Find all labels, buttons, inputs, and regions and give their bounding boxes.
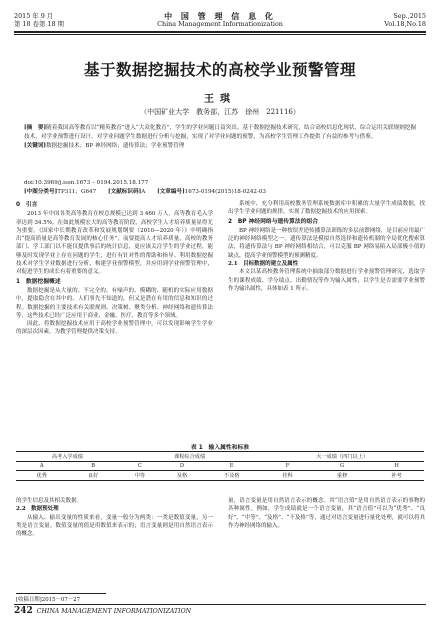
author-affiliation: （中国矿业大学 教务部，江苏 徐州 221116） (140, 108, 300, 116)
abstract-label: [摘 要] (24, 125, 47, 131)
section-heading: 2 BP 神经网络与遗传算法的组合 (228, 218, 319, 225)
issue-volume: 第 18 卷第 18 期 (14, 20, 64, 28)
header-center (14, 12, 426, 28)
page-number: 242 (14, 606, 33, 616)
article-title: 基于数据挖掘技术的高校学业预警管理 (83, 61, 356, 79)
journal-name-en: China Management Informationization (157, 20, 283, 28)
table-header-row (16, 452, 424, 462)
paragraph: 2013 年中国各类高等教育在校总规模已达到 3 460 万人，高等教育毛入学率达到 34.5%。在如此规模宏大的高等教育阶段，高校学生人才培养质量显得尤为重要。《国家中长期教育改革和发展规划纲要（2010—2020 年）》中明确指出“提高质量是高等教育发展的核心任务”，而要提高人才培养质量，高校的教务部门、学工部门以不能仅提供事后的统计信息，更应该关注学生的学业过程，能够及时发现学业上存在问题的学生，进行有针对性的帮助和指导。利用数据挖掘技术对学生学业数据进行分析，构建学业预警模型，并应用到学业预警管理中，对促进学生的成长有着重要的意义。 (16, 211, 213, 276)
table-caption: 表 1 输入属性和标准 (190, 445, 250, 451)
paragraph: 系统中，充分利用高校教务管理系统数据库中积累的大量学生成绩数据，找出学生学业问题的规律，实现了数据挖掘技术的应用探索。 (228, 201, 425, 216)
classification-line (24, 188, 416, 197)
table-row (16, 471, 424, 481)
table-cell: F (260, 462, 315, 471)
subsection-heading: 2.1 目标数据的建立及属性 (228, 261, 299, 268)
table-cell: C (119, 462, 161, 471)
paragraph: 因此，将数据挖掘技术应用于高校学业预警管理中，可以发现影响学生学业的深层次因素，为教学管理提供决策支持。 (16, 321, 213, 336)
paragraph: 量，语言变量是用自然语言表示的概念。其“语言值”是用自然语言表示的事物的各种属性。例如，学生成绩就是一个语言变量，其“语言值”可以为“优秀”、“良好”、“中等”、“及格”、“不及格”等，通过对语言变量进行量化处理，就可以将其作为神经网络的输入。 (228, 498, 425, 529)
doi-value: 10.3969/j.issn.1673 – 0194.2015.18.177 (34, 180, 149, 186)
table-row (16, 462, 424, 471)
issue-volume-en: Vol.18,No.18 (384, 20, 426, 28)
input-attributes-table (16, 451, 424, 481)
abstract-text: 随着我国高等教育以“精英教育”进入“大众化教育”，学生的学业问题日益突出。基于数据挖掘技术研究，结合高校信息化现状，综合运用关联规则挖掘技术，对学业预警进行设计，对学业问题学生数据进行分析与挖掘，实现了对学业问题的预警，为高校学生管理工作提供了有益的参考与借鉴。 (24, 125, 416, 141)
subsection-heading: 2.2 数据预处理 (16, 506, 59, 513)
received-value: 2015－07－27 (41, 597, 81, 603)
paragraph: 从输入、输出变量的性质来看，变量一般分为两类：一类是数值变量，另一类是语言变量。数值变量的值是用数值来表示的；语言变量则是用自然语言表示的概念。 (16, 514, 213, 538)
paragraph: BP 神经网络是一种按误差逆传播算法训练的多层前馈网络，是目前应用最广泛的神经网络模型之一。遗传算法是模拟自然选择和遗传机制的全局优化搜索算法，将遗传算法与 BP 神经网络相结合，可以克服 BP 网络易陷入局部极小值的缺点，提高学业预警模型的预测精度。 (228, 227, 425, 259)
abstract-block (24, 124, 416, 152)
table-cell: H (369, 462, 424, 471)
table-cell: G (315, 462, 370, 471)
table-cell: A (16, 462, 67, 471)
doi-line (24, 180, 148, 186)
body-column-left (16, 200, 213, 337)
paragraph: 的学生信息及其相关数据。 (16, 498, 83, 504)
issue-date-en: Sep.,2015 (393, 12, 426, 20)
table-cell: 不及格 (203, 471, 260, 481)
page-footer (14, 606, 191, 616)
table-header-cell: 大一成绩（四门以上） (260, 452, 424, 462)
section-heading: 1 数据挖掘概述 (16, 278, 61, 285)
received-label: [收稿日期] (16, 597, 42, 603)
journal-name-cn: 中 国 管 理 信 息 化 (164, 11, 276, 21)
header-right (384, 12, 426, 28)
table-cell: 重修 (315, 471, 370, 481)
issue-date: 2015 年 9 月 (14, 12, 54, 20)
table-cell: 优秀 (16, 471, 67, 481)
body-column-right-lower (228, 497, 425, 530)
table-cell: 补考 (369, 471, 424, 481)
table-cell: 挂科 (260, 471, 315, 481)
footer-journal: CHINA MANAGEMENT INFORMATIONIZATION (36, 608, 192, 615)
keywords-text: 数据挖掘技术；BP 神经网络；遗传算法；学业预警管理 (46, 143, 185, 150)
doc-code-label: [文献标识码] (107, 189, 142, 195)
clc-value: TP311；G647 (57, 189, 97, 195)
footer-rule (14, 604, 426, 605)
table-cell: E (203, 462, 260, 471)
section-heading: 0 引言 (16, 202, 38, 208)
header-rule-thin (14, 34, 426, 35)
table-header-cell: 高考入学成绩 (16, 452, 119, 462)
article-number-value: 1673-0194(2015)18-0242-03 (184, 189, 266, 195)
clc-label: [中图分类号] (24, 189, 58, 195)
keywords-label: [关键词] (24, 143, 47, 150)
table-cell: B (67, 462, 118, 471)
table-cell: 中等 (119, 471, 161, 481)
table-cell: 良好 (67, 471, 118, 481)
doc-code-value: A (141, 189, 146, 195)
article-number-label: [文章编号] (157, 189, 185, 195)
paragraph: 本文以某高校教务管理系统中抽取部分数据进行学业预警管理研究，选取学生的课程成绩、学分绩点、出勤情况等作为输入属性，以学生是否需要学业预警作为输出属性，具体如表 1 所示。 (228, 269, 425, 292)
table-cell: 及格 (161, 471, 203, 481)
table-cell: D (161, 462, 203, 471)
paragraph: 数据挖掘是从大量的、不完全的、有噪声的、模糊的、随机的实际应用数据中，提取隐含在其中的、人们事先不知道的，但又是潜在有用的信息和知识的过程。数据挖掘的主要技术有关联规则、决策树、聚类分析、神经网络和遗传算法等，这些技术已经广泛应用于商业、金融、医疗、教育等多个领域。 (16, 287, 213, 319)
received-date (16, 593, 106, 603)
table-header-cell: 课程综合成绩 (119, 452, 261, 462)
author-name: 王琪 (204, 94, 236, 105)
header-rule-thick (14, 31, 426, 33)
body-column-right (228, 200, 425, 293)
body-column-left-lower (16, 497, 213, 538)
doi-label: doi: (24, 180, 35, 186)
